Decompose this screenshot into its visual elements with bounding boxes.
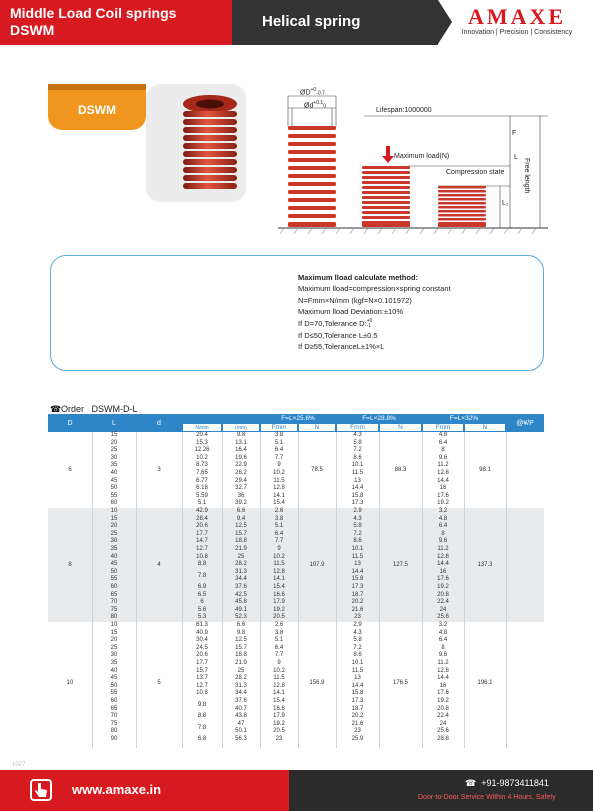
header-title-block	[0, 0, 232, 45]
page-number: 1027	[12, 762, 26, 768]
col-header-blank2	[222, 414, 260, 423]
band-n1-value: 156.9	[309, 680, 325, 686]
table-divider	[464, 432, 465, 748]
band-n2-value: 176.5	[392, 680, 408, 686]
compression-state-label: Compression state	[446, 169, 505, 176]
formula-line5: If D≤50,Tolerance L±0.5	[298, 331, 378, 340]
footer-web-block	[0, 770, 289, 811]
table-divider	[422, 432, 423, 748]
col-header-fmm1: Fmm	[260, 423, 298, 432]
band-l-list: 10 15 20 25 30 35 40 45 50 55 60 65 70 75 80 90	[110, 622, 118, 742]
col-header-wire: d	[136, 414, 182, 432]
formula-title: Maximum lload calculate method:	[298, 273, 419, 282]
page-header	[0, 0, 593, 45]
table-divider	[182, 432, 183, 748]
free-length-label: Free length	[523, 158, 530, 194]
band-f3-list: 4.8 6.4 8 9.6 11.2 12.8 14.4 16 17.6 19.2	[437, 432, 449, 507]
table-divider	[222, 432, 223, 748]
col-header-d: D	[48, 414, 92, 432]
lifespan-label: Lifespan:1000000	[376, 107, 432, 114]
col-header-n3: N	[464, 423, 506, 432]
table-band-d8	[48, 508, 544, 622]
table-band-d10	[48, 622, 544, 744]
outer-diameter-label: $ØD^{+0}-0.7$	[300, 87, 325, 97]
band-d-value: 6	[68, 467, 72, 473]
table-divider	[506, 432, 507, 748]
col-header-fmm3: Fmm	[422, 423, 464, 432]
footer-contact-block	[289, 770, 593, 811]
band-wire-value: 4	[157, 562, 161, 568]
header-section-title: Helical spring	[262, 13, 361, 30]
band-nmm-list: 20.4 15.3 12.26 10.2 8.73 7.65 6.77 6.18 5.59 5.1	[194, 432, 210, 507]
band-nmm-list: 42.9 28.4 20.6 17.7 14.7 12.7 10.8 8.8 7.8 6.9 6.5 6 5.6 5.3	[196, 508, 208, 621]
table-divider	[136, 432, 137, 748]
website-link[interactable]: www.amaxe.in	[72, 782, 162, 797]
col-header-group2: F=L×28.8%	[336, 414, 422, 423]
phone-icon: ☎	[465, 778, 482, 788]
brand-tagline: Innovation | Precision | Consistency	[461, 29, 573, 36]
col-header-n1: N	[298, 423, 336, 432]
col-header-nmm: N/mm	[182, 423, 222, 432]
col-header-fmm2: Fmm	[336, 423, 379, 432]
formula-line6: If D≥55,ToleranceL±1%×L	[298, 342, 385, 351]
coil-spring-image	[181, 94, 239, 194]
band-f3-list: 3.2 4.8 6.4 8 9.6 11.2 12.8 14.4 16 17.6 19.2 20.8 22.4 24 25.6	[437, 508, 449, 621]
col-header-l: L	[92, 414, 136, 432]
load-formula-box	[50, 255, 544, 371]
col-header-group3: F=L×32%	[422, 414, 506, 423]
f-label: F	[512, 130, 517, 137]
formula-line2: N=Fmm×N/mm (kgf=N×0.101972)	[298, 296, 412, 305]
band-f2-list: 2.9 4.3 5.8 7.2 8.6 10.1 11.5 13 14.4 15.8 17.3 18.7 20.2 21.6 23 25.9	[351, 622, 364, 742]
spec-table	[48, 414, 544, 748]
max-load-label: Maximum load(N)	[394, 153, 450, 160]
table-divider	[336, 432, 337, 748]
band-wire-value: 3	[157, 467, 161, 473]
band-f2-list: 4.3 5.8 7.2 8.6 10.1 11.5 13 14.4 15.8 17.3	[351, 432, 364, 507]
table-divider	[92, 432, 93, 748]
phone-number[interactable]: ☎ +91-9873411841	[465, 778, 549, 788]
page-footer	[0, 770, 593, 811]
band-n3-value: 196.1	[477, 680, 493, 686]
service-note: Door-to-Door Service Within 4 Hours, Safety	[418, 794, 556, 801]
product-panel	[48, 84, 248, 202]
phone-icon: ☎	[50, 404, 62, 414]
band-d-value: 10	[66, 680, 74, 686]
band-n2-value: 127.5	[392, 562, 408, 568]
band-n3-value: 137.3	[477, 562, 493, 568]
l1-label: L₁	[502, 200, 509, 207]
header-section-block	[232, 0, 438, 45]
band-nmm-list: 61.3 40.9 30.4 24.5 20.6 17.7 15.7 13.7 12.7 10.8 9.8 8.8 7.8 6.8	[196, 622, 208, 742]
band-f1-list: 3.8 5.1 6.4 7.7 9 10.2 11.5 12.8 14.1 15.4	[273, 432, 285, 507]
band-f1-list: 2.6 3.8 5.1 6.4 7.7 9 10.2 11.5 12.8 14.1 15.4 16.6 17.9 19.2 20.5 23	[273, 622, 285, 742]
band-n2-value: 88.3	[394, 467, 407, 473]
band-d-value: 8	[68, 562, 72, 568]
brand-logo: AMAXE	[467, 4, 567, 29]
formula-line1: Maximum lload=compression×spring constant	[298, 284, 451, 293]
header-title-line2: DSWM	[10, 22, 55, 38]
order-code: Order DSWM-D-L	[61, 404, 138, 414]
col-header-group1: F=L×25.6%	[260, 414, 336, 423]
formula-line4: If D=70,Tolerance D:+0 -1	[298, 318, 373, 330]
col-header-mm: (mm)	[222, 423, 260, 432]
band-mm-list: 9.8 13.1 16.4 19.6 22.9 26.2 29.4 32.7 36 39.2	[235, 432, 247, 507]
l-label: L	[514, 154, 518, 161]
band-f3-list: 3.2 4.8 6.4 8 9.6 11.2 12.8 14.4 16 17.6 19.2 20.8 22.4 24 25.6 28.8	[437, 622, 449, 742]
band-wire-value: 5	[157, 680, 161, 686]
table-divider	[260, 432, 261, 748]
table-divider	[298, 432, 299, 748]
band-n1-value: 78.5	[311, 467, 323, 473]
band-l-list: 15 20 25 30 35 40 45 50 55 60	[110, 432, 118, 507]
product-code-tag: DSWM	[48, 90, 146, 130]
header-title-line1: Middle Load Coil springs	[10, 5, 177, 21]
click-hand-icon	[30, 779, 52, 801]
band-mm-list: 6.6 9.4 12.5 15.7 18.8 21.9 25 28.2 31.3 34.4 37.6 42.5 45.8 49.1 52.3	[235, 508, 247, 621]
col-header-n2: N	[379, 423, 422, 432]
formula-line3: Maximum lload Deviation:±10%	[298, 307, 403, 316]
band-f2-list: 2.9 4.3 5.8 7.2 8.6 10.1 11.5 13 14.4 15.8 17.3 18.7 20.2 21.6 23	[351, 508, 364, 621]
band-l-list: 10 15 20 25 30 35 40 45 50 55 60 65 70 75 80	[110, 508, 118, 621]
inner-diameter-label: $Ød^{+0.1}0$	[304, 100, 326, 110]
band-n1-value: 107.9	[309, 562, 325, 568]
band-mm-list: 6.6 9.8 12.5 15.7 18.8 21.9 25 28.2 31.3 34.4 37.6 40.7 43.8 47 50.1 56.3	[235, 622, 247, 742]
col-header-blank1	[182, 414, 222, 423]
band-n3-value: 98.1	[479, 467, 491, 473]
table-band-d6	[48, 432, 544, 508]
col-header-price: @¥/P	[506, 414, 544, 432]
spring-diagram	[278, 82, 548, 239]
table-divider	[379, 432, 380, 748]
band-f1-list: 2.6 3.8 5.1 6.4 7.7 9 10.2 11.5 12.8 14.1 15.4 16.6 17.9 19.2 20.5	[273, 508, 285, 621]
